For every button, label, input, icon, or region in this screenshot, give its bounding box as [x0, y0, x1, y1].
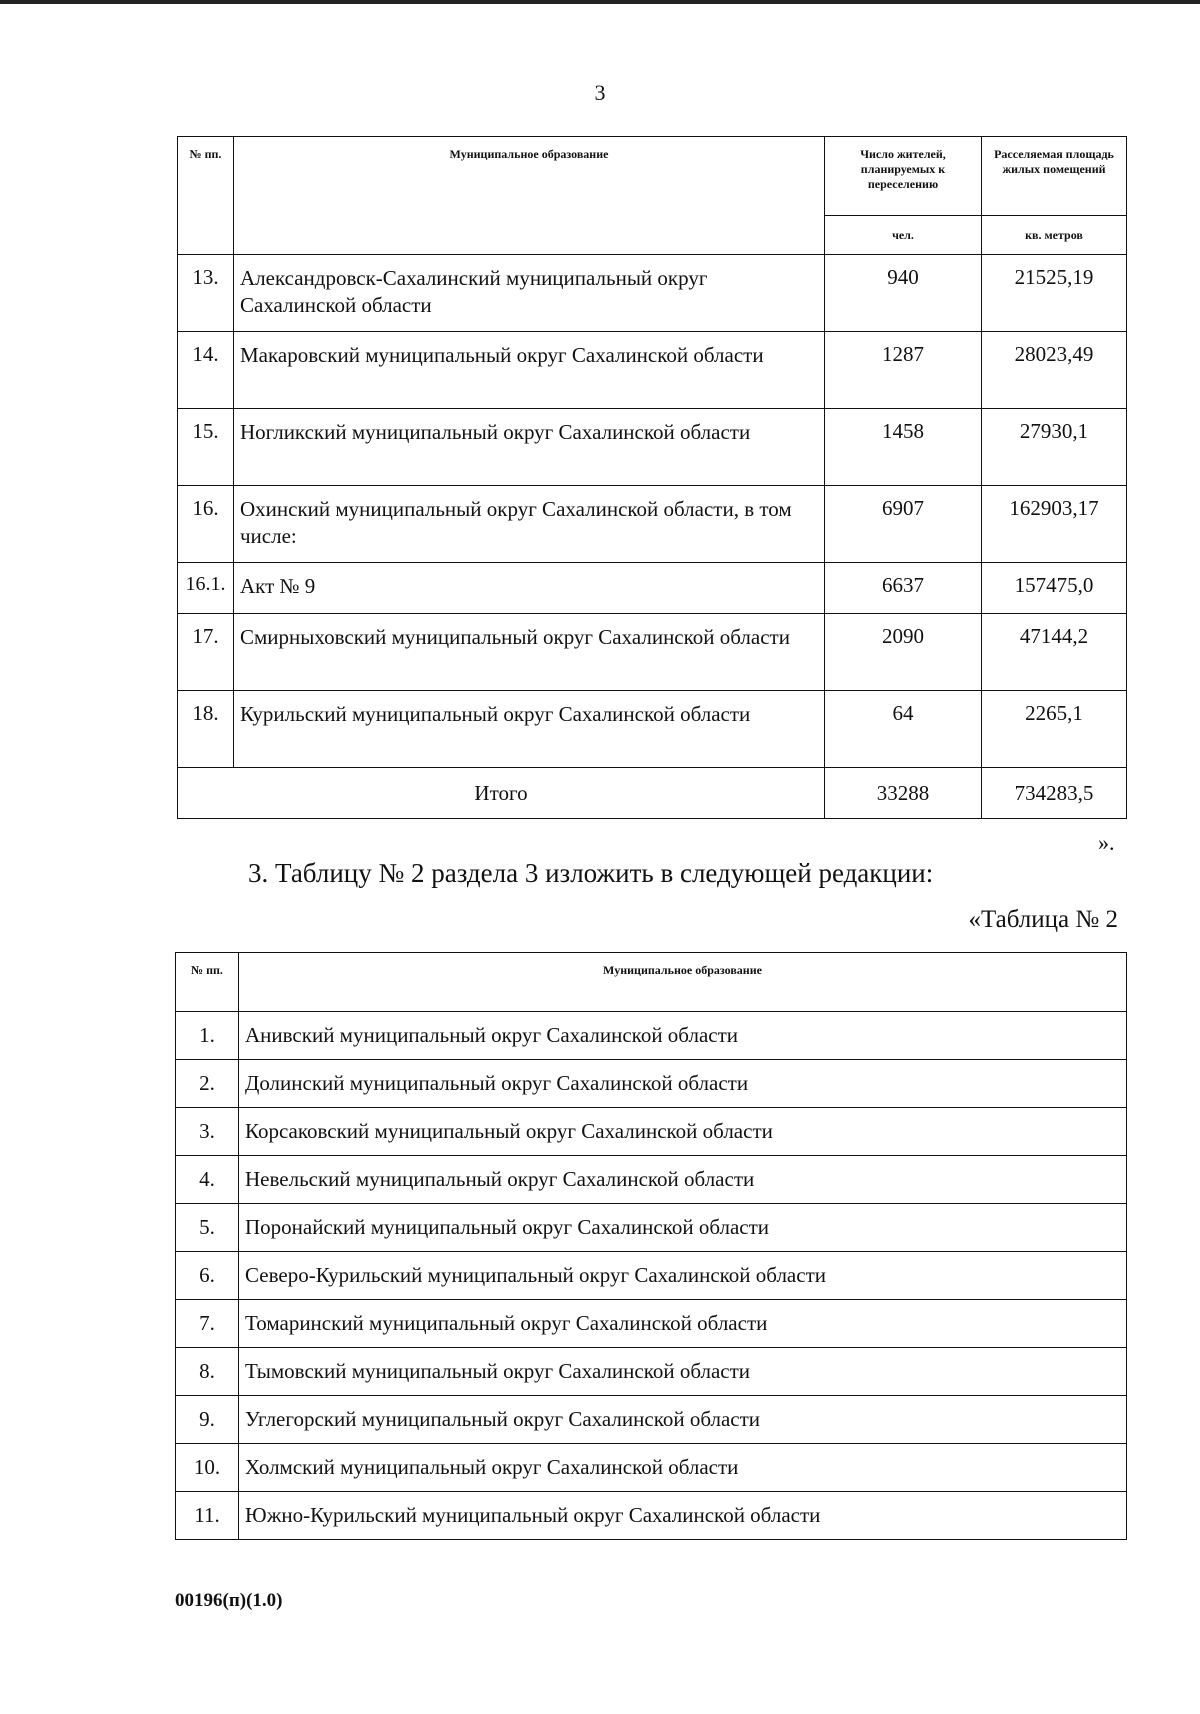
row-num: 17.	[178, 614, 234, 691]
row-area: 162903,17	[982, 486, 1127, 563]
unit-residents: чел.	[825, 216, 982, 255]
table-header-row	[178, 137, 1127, 216]
table-row	[178, 614, 1127, 691]
row-name: Смирныховский муниципальный округ Сахалинской области	[234, 614, 825, 691]
municipality-list-table	[175, 952, 1127, 1540]
scan-top-edge	[0, 0, 1200, 4]
table-row	[178, 563, 1127, 614]
table-row	[176, 1348, 1127, 1396]
row-residents: 1458	[825, 409, 982, 486]
table-row	[176, 1108, 1127, 1156]
row-num: 18.	[178, 691, 234, 768]
row-name: Северо-Курильский муниципальный округ Сахалинской области	[239, 1252, 1127, 1300]
row-num: 16.	[178, 486, 234, 563]
row-num: 10.	[176, 1444, 239, 1492]
row-num: 4.	[176, 1156, 239, 1204]
table-row	[176, 1252, 1127, 1300]
row-name: Акт № 9	[234, 563, 825, 614]
header-num: № пп.	[178, 137, 234, 255]
unit-area: кв. метров	[982, 216, 1127, 255]
table-row	[176, 1444, 1127, 1492]
row-area: 2265,1	[982, 691, 1127, 768]
row-name: Долинский муниципальный округ Сахалинской области	[239, 1060, 1127, 1108]
row-num: 13.	[178, 255, 234, 332]
row-name: Поронайский муниципальный округ Сахалинской области	[239, 1204, 1127, 1252]
page-number: 3	[594, 80, 606, 105]
row-residents: 64	[825, 691, 982, 768]
row-name: Охинский муниципальный округ Сахалинской области, в том числе:	[234, 486, 825, 563]
header-area: Расселяемая площадь жилых помещений	[982, 137, 1127, 216]
row-num: 9.	[176, 1396, 239, 1444]
table-row	[178, 255, 1127, 332]
table-row	[176, 1204, 1127, 1252]
row-name: Тымовский муниципальный округ Сахалинской области	[239, 1348, 1127, 1396]
row-name: Анивский муниципальный округ Сахалинской области	[239, 1012, 1127, 1060]
row-name: Макаровский муниципальный округ Сахалинской области	[234, 332, 825, 409]
total-area: 734283,5	[982, 768, 1127, 819]
table-row	[178, 332, 1127, 409]
table-total-row	[178, 768, 1127, 819]
row-name: Углегорский муниципальный округ Сахалинской области	[239, 1396, 1127, 1444]
header-num: № пп.	[176, 953, 239, 1012]
row-num: 16.1.	[178, 563, 234, 614]
document-code: 00196(п)(1.0)	[175, 1590, 283, 1611]
row-num: 6.	[176, 1252, 239, 1300]
table-row	[176, 1396, 1127, 1444]
row-residents: 6637	[825, 563, 982, 614]
header-residents: Число жителей, планируемых к переселению	[825, 137, 982, 216]
row-name: Холмский муниципальный округ Сахалинской области	[239, 1444, 1127, 1492]
row-num: 5.	[176, 1204, 239, 1252]
table-row	[176, 1156, 1127, 1204]
row-area: 27930,1	[982, 409, 1127, 486]
row-residents: 940	[825, 255, 982, 332]
row-num: 3.	[176, 1108, 239, 1156]
row-name: Ногликский муниципальный округ Сахалинской области	[234, 409, 825, 486]
row-num: 2.	[176, 1060, 239, 1108]
row-residents: 2090	[825, 614, 982, 691]
row-name: Корсаковский муниципальный округ Сахалинской области	[239, 1108, 1127, 1156]
table-row	[176, 1492, 1127, 1540]
row-name: Невельский муниципальный округ Сахалинской области	[239, 1156, 1127, 1204]
row-area: 21525,19	[982, 255, 1127, 332]
row-name: Александровск-Сахалинский муниципальный округ Сахалинской области	[234, 255, 825, 332]
row-num: 15.	[178, 409, 234, 486]
row-residents: 6907	[825, 486, 982, 563]
header-municipality: Муниципальное образование	[234, 137, 825, 255]
row-num: 7.	[176, 1300, 239, 1348]
header-municipality: Муниципальное образование	[239, 953, 1127, 1012]
table-row	[176, 1060, 1127, 1108]
row-num: 11.	[176, 1492, 239, 1540]
row-area: 47144,2	[982, 614, 1127, 691]
closing-quote: ».	[1098, 830, 1115, 855]
table-row	[178, 691, 1127, 768]
table-row	[176, 1300, 1127, 1348]
table-row	[178, 486, 1127, 563]
row-name: Курильский муниципальный округ Сахалинской области	[234, 691, 825, 768]
row-area: 28023,49	[982, 332, 1127, 409]
row-num: 14.	[178, 332, 234, 409]
resettlement-table	[177, 136, 1127, 819]
table-row	[176, 1012, 1127, 1060]
row-num: 1.	[176, 1012, 239, 1060]
row-area: 157475,0	[982, 563, 1127, 614]
row-name: Томаринский муниципальный округ Сахалинской области	[239, 1300, 1127, 1348]
total-label: Итого	[178, 768, 825, 819]
table2-caption: «Таблица № 2	[968, 906, 1118, 933]
row-residents: 1287	[825, 332, 982, 409]
amendment-instruction: 3. Таблицу № 2 раздела 3 изложить в следующей редакции:	[248, 858, 934, 888]
table-row	[178, 409, 1127, 486]
row-num: 8.	[176, 1348, 239, 1396]
row-name: Южно-Курильский муниципальный округ Сахалинской области	[239, 1492, 1127, 1540]
table-header-row	[176, 953, 1127, 1012]
total-residents: 33288	[825, 768, 982, 819]
